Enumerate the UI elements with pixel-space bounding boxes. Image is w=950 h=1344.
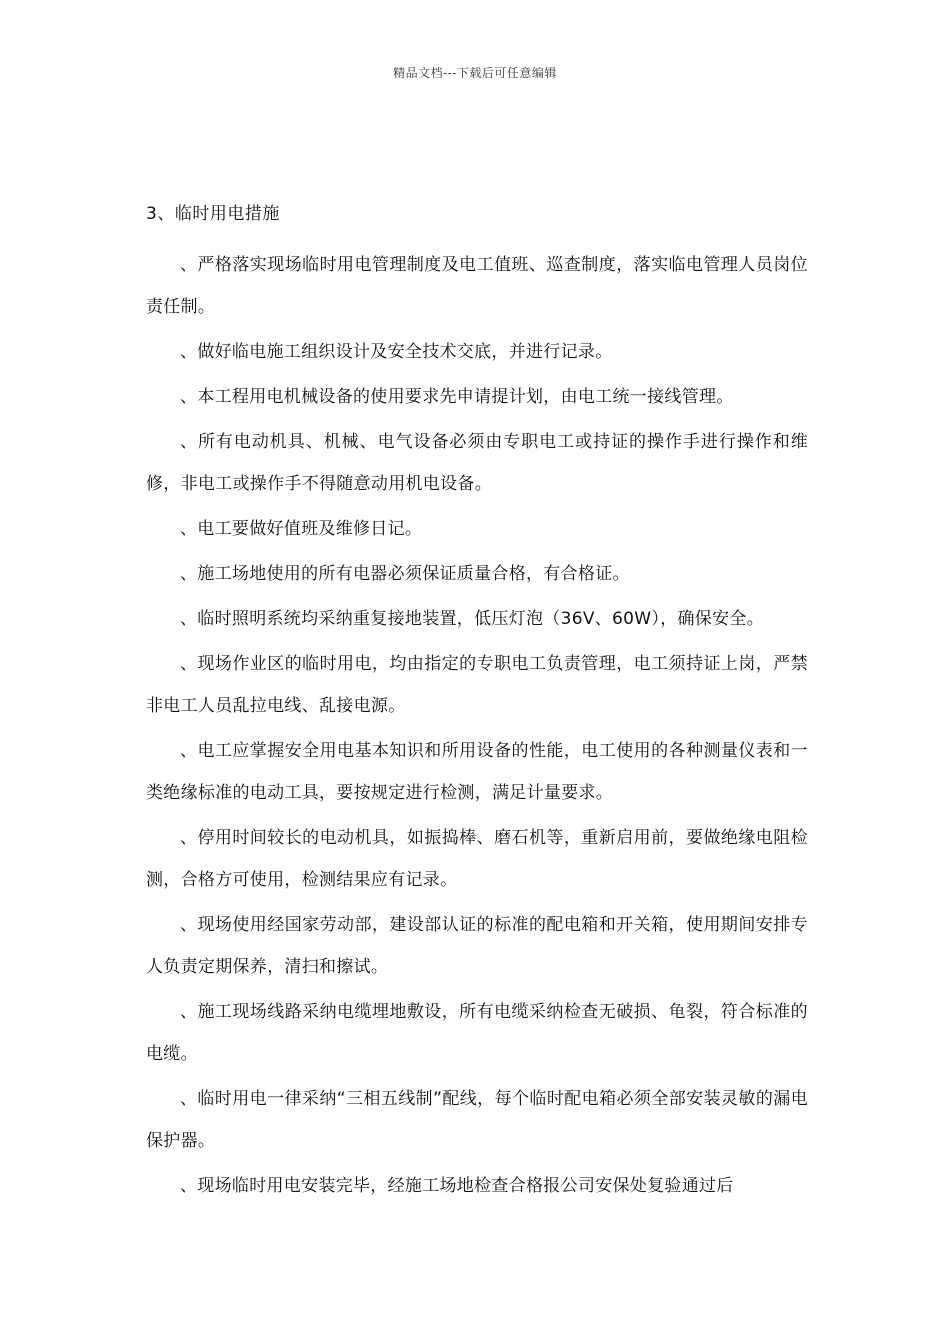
document-body	[146, 198, 808, 1210]
paragraph-6: 、施工场地使用的所有电器必须保证质量合格，有合格证。	[180, 564, 630, 584]
paragraph-1: 、严格落实现场临时用电管理制度及电工值班、巡查制度，落实临电管理人员岗位责任制。	[146, 255, 808, 317]
section-title: 3、临时用电措施	[146, 204, 280, 224]
page-header: 精品文档---下载后可任意编辑	[393, 66, 557, 80]
paragraph-10: 、停用时间较长的电动机具，如振捣棒、磨石机等，重新启用前，要做绝缘电阻检测，合格方可使用，检测结果应有记录。	[146, 828, 808, 890]
paragraph-5: 、电工要做好值班及维修日记。	[180, 519, 423, 539]
paragraph-9: 、电工应掌握安全用电基本知识和所用设备的性能，电工使用的各种测量仪表和一类绝缘标准的电动工具，要按规定进行检测，满足计量要求。	[146, 741, 808, 803]
paragraph-2: 、做好临电施工组织设计及安全技术交底，并进行记录。	[180, 342, 613, 362]
paragraph-3: 、本工程用电机械设备的使用要求先申请提计划，由电工统一接线管理。	[180, 387, 734, 407]
paragraph-13: 、临时用电一律采纳“三相五线制”配线，每个临时配电箱必须全部安装灵敏的漏电保护器。	[146, 1089, 808, 1151]
paragraph-12: 、施工现场线路采纳电缆埋地敷设，所有电缆采纳检查无破损、龟裂，符合标准的电缆。	[146, 1002, 808, 1064]
paragraph-14: 、现场临时用电安装完毕，经施工场地检查合格报公司安保处复验通过后	[180, 1176, 734, 1196]
paragraph-4: 、所有电动机具、机械、电气设备必须由专职电工或持证的操作手进行操作和维修，非电工或操作手不得随意动用机电设备。	[146, 432, 808, 494]
paragraph-7: 、临时照明系统均采纳重复接地装置，低压灯泡（36V、60W），确保安全。	[180, 609, 765, 629]
paragraph-11: 、现场使用经国家劳动部，建设部认证的标准的配电箱和开关箱，使用期间安排专人负责定期保养，清扫和擦试。	[146, 915, 808, 977]
paragraph-8: 、现场作业区的临时用电，均由指定的专职电工负责管理，电工须持证上岗，严禁非电工人员乱拉电线、乱接电源。	[146, 654, 808, 716]
